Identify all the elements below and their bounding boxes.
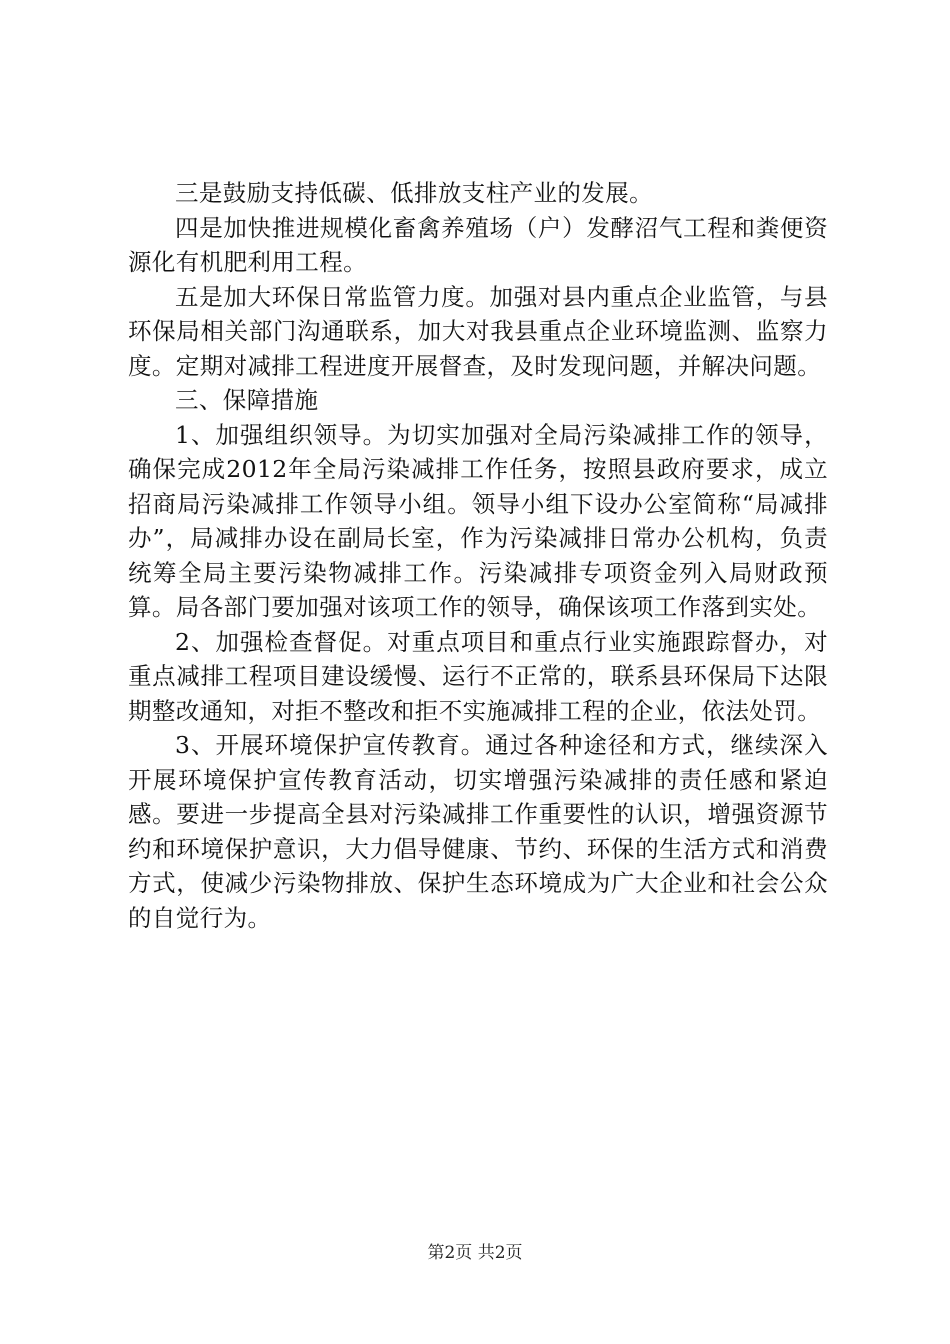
paragraph-point-five: 五是加大环保日常监管力度。加强对县内重点企业监管，与县环保局相关部门沟通联系，加大对我县重点企业环境监测、监察力度。定期对减排工程进度开展督查，及时发现问题，并解决问题。 [128, 282, 828, 380]
paragraph-measure-two: 2、加强检查督促。对重点项目和重点行业实施跟踪督办，对重点减排工程项目建设缓慢、运行不正常的，联系县环保局下达限期整改通知，对拒不整改和拒不实施减排工程的企业，依法处罚。 [128, 627, 828, 725]
page-number-footer: 第2页 共2页 [427, 1243, 523, 1263]
paragraph-measure-three: 3、开展环境保护宣传教育。通过各种途径和方式，继续深入开展环境保护宣传教育活动，切实增强污染减排的责任感和紧迫感。要进一步提高全县对污染减排工作重要性的认识，增强资源节约和环境保护意识，大力倡导健康、节约、环保的生活方式和消费方式，使减少污染物排放、保护生态环境成为广大企业和社会公众的自觉行为。 [128, 731, 828, 932]
section-heading-safeguards: 三、保障措施 [175, 386, 319, 414]
paragraph-point-three: 三是鼓励支持低碳、低排放支柱产业的发展。 [175, 179, 653, 207]
document-body [128, 176, 828, 935]
paragraph-measure-one: 1、加强组织领导。为切实加强对全局污染减排工作的领导，确保完成2012年全局污染减排工作任务，按照县政府要求，成立招商局污染减排工作领导小组。领导小组下设办公室简称“局减排办”，局减排办设在副局长室，作为污染减排日常办公机构，负责统筹全局主要污染物减排工作。污染减排专项资金列入局财政预算。局各部门要加强对该项工作的领导，确保该项工作落到实处。 [128, 420, 828, 621]
paragraph-point-four: 四是加快推进规模化畜禽养殖场（户）发酵沼气工程和粪便资源化有机肥利用工程。 [128, 213, 828, 276]
